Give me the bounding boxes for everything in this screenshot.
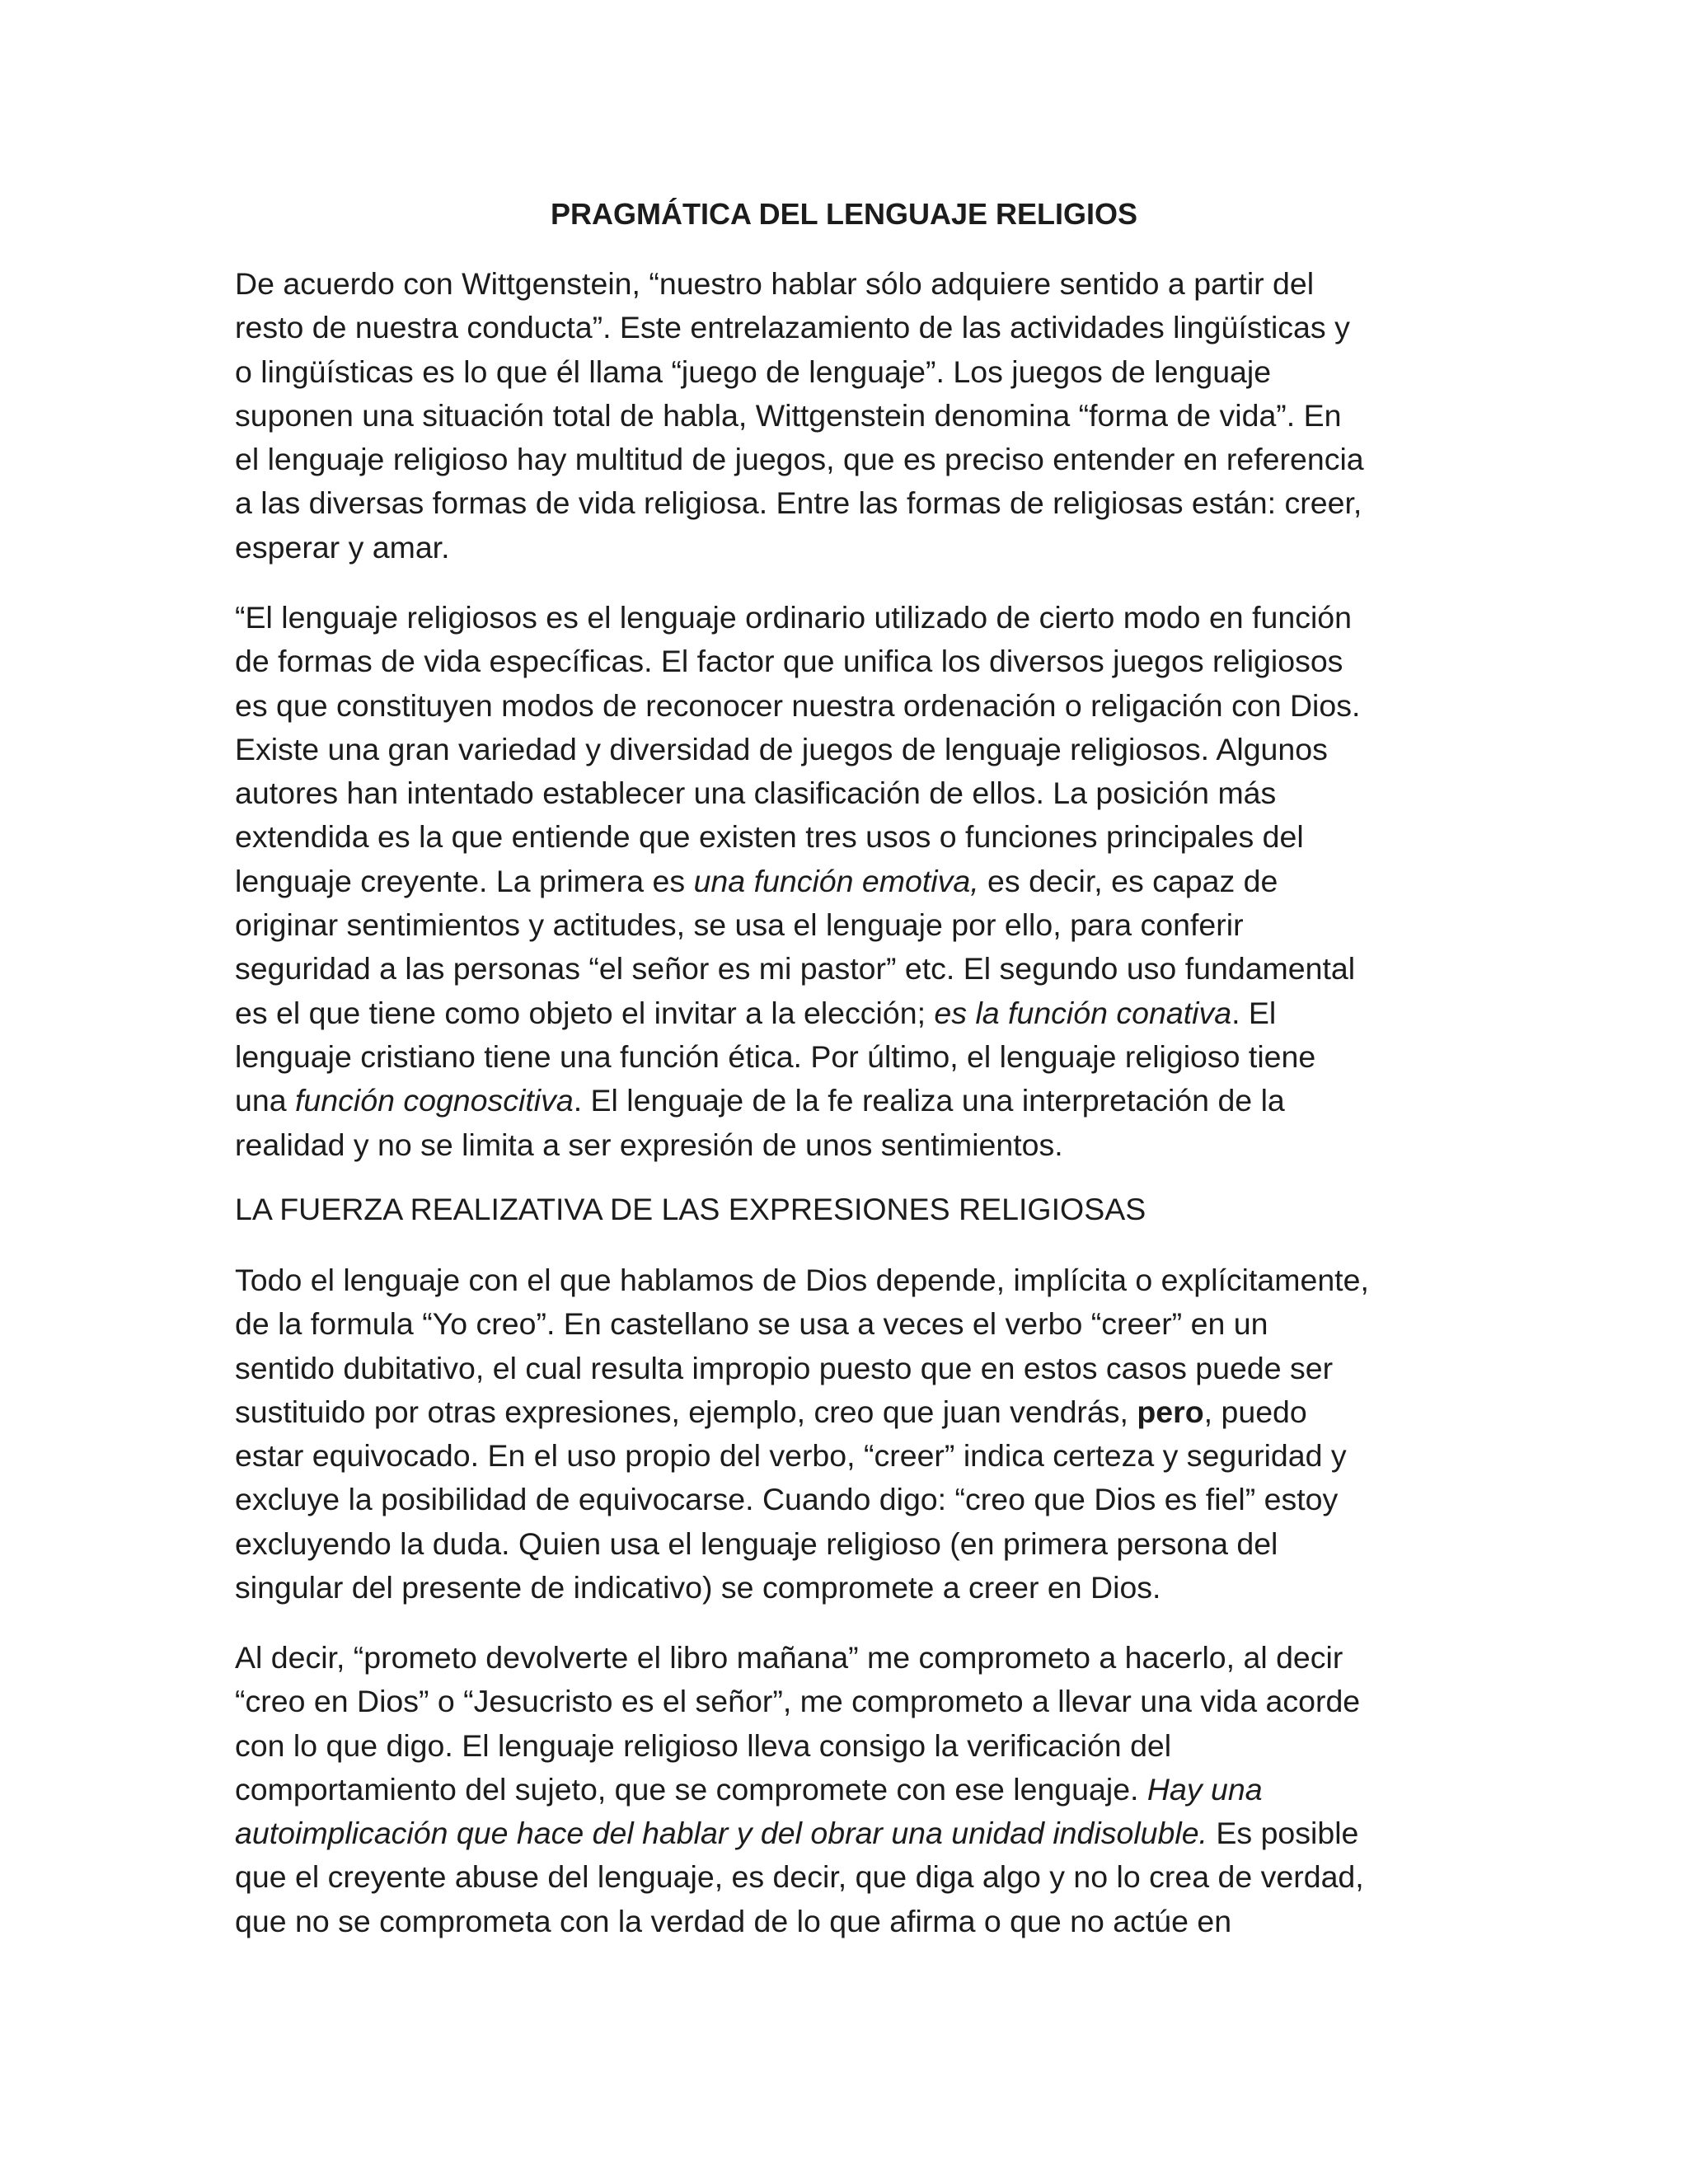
- text-line: Todo el lenguaje con el que hablamos de Dios depende, implícita o explícitamente,: [235, 1263, 1369, 1297]
- text-line: excluyendo la duda. Quien usa el lenguaje religioso (en primera persona del: [235, 1526, 1278, 1561]
- text-run: lenguaje creyente. La primera es: [235, 863, 694, 898]
- text-line: excluye la posibilidad de equivocarse. Cuando digo: “creo que Dios es fiel” estoy: [235, 1482, 1339, 1517]
- emphasis-emotive-function: una función emotiva,: [693, 863, 979, 898]
- text-line: [235, 1390, 1471, 1434]
- emphasis-cognitive-function: función cognoscitiva: [295, 1083, 574, 1118]
- text-run: comportamiento del sujeto, que se compromete con ese lenguaje.: [235, 1771, 1147, 1807]
- text-line: de formas de vida específicas. El factor que unifica los diversos juegos religiosos: [235, 644, 1343, 679]
- text-line: “creo en Dios” o “Jesucristo es el señor”, me comprometo a llevar una vida acorde: [235, 1684, 1361, 1719]
- text-line: el lenguaje religioso hay multitud de juegos, que es preciso entender en referencia: [235, 442, 1364, 477]
- text-run: es el que tiene como objeto el invitar a la elección;: [235, 995, 935, 1030]
- paragraph-1: [235, 262, 1471, 569]
- emphasis-conative-function: es la función conativa: [934, 995, 1232, 1030]
- text-line: autores han intentado establecer una clasificación de ellos. La posición más: [235, 776, 1277, 811]
- text-run: . El lenguaje de la fe realiza una interpretación de la: [573, 1083, 1285, 1118]
- text-line: [235, 1811, 1471, 1855]
- text-line: extendida es la que entiende que existen tres usos o funciones principales del: [235, 819, 1304, 855]
- text-run: . El: [1231, 995, 1277, 1030]
- section-heading: [235, 1188, 1471, 1231]
- text-line: sentido dubitativo, el cual resulta impropio puesto que en estos casos puede ser: [235, 1350, 1334, 1385]
- paragraph-3: [235, 1258, 1471, 1610]
- text-line: o lingüísticas es lo que él llama “juego de lenguaje”. Los juegos de lenguaje: [235, 354, 1272, 389]
- text-line: suponen una situación total de habla, Wittgenstein denomina “forma de vida”. En: [235, 397, 1342, 433]
- text-run: sustituido por otras expresiones, ejemplo, creo que juan vendrás,: [235, 1394, 1137, 1429]
- text-line: [235, 991, 1471, 1035]
- text-line: realidad y no se limita a ser expresión de unos sentimientos.: [235, 1127, 1063, 1162]
- text-line: originar sentimientos y actitudes, se usa el lenguaje por ello, para conferir: [235, 907, 1244, 943]
- text-run: es decir, es capaz de: [978, 863, 1278, 898]
- bold-word: pero: [1137, 1394, 1204, 1429]
- paragraph-2: [235, 596, 1471, 1167]
- text-line: esperar y amar.: [235, 529, 450, 565]
- text-line: De acuerdo con Wittgenstein, “nuestro hablar sólo adquiere sentido a partir del: [235, 266, 1315, 301]
- document-title: PRAGMÁTICA DEL LENGUAJE RELIGIOS: [550, 197, 1138, 231]
- text-line: singular del presente de indicativo) se compromete a creer en Dios.: [235, 1570, 1161, 1605]
- text-line: que el creyente abuse del lenguaje, es decir, que diga algo y no lo crea de verdad,: [235, 1859, 1364, 1895]
- text-line: a las diversas formas de vida religiosa. Entre las formas de religiosas están: creer,: [235, 485, 1362, 521]
- text-line: resto de nuestra conducta”. Este entrelazamiento de las actividades lingüísticas y: [235, 310, 1350, 345]
- text-line: lenguaje cristiano tiene una función ética. Por último, el lenguaje religioso tiene: [235, 1038, 1316, 1074]
- text-line: [235, 1079, 1471, 1122]
- text-line: Al decir, “prometo devolverte el libro mañana” me comprometo a hacerlo, al decir: [235, 1640, 1343, 1675]
- emphasis-text: autoimplicación que hace del hablar y del obrar una unidad indisoluble.: [235, 1816, 1207, 1851]
- text-line: con lo que digo. El lenguaje religioso lleva consigo la verificación del: [235, 1727, 1172, 1763]
- text-line: de la formula “Yo creo”. En castellano se usa a veces el verbo “creer” en un: [235, 1306, 1268, 1342]
- text-line: [235, 860, 1471, 903]
- text-line: es que constituyen modos de reconocer nuestra ordenación o religación con Dios.: [235, 687, 1361, 723]
- paragraph-4: [235, 1636, 1471, 1943]
- text-run: Es posible: [1207, 1816, 1359, 1851]
- text-line: estar equivocado. En el uso propio del verbo, “creer” indica certeza y seguridad y: [235, 1438, 1347, 1474]
- text-line: seguridad a las personas “el señor es mi pastor” etc. El segundo uso fundamental: [235, 951, 1356, 987]
- text-line: Existe una gran variedad y diversidad de juegos de lenguaje religiosos. Algunos: [235, 731, 1328, 766]
- text-line: que no se comprometa con la verdad de lo que afirma o que no actúe en: [235, 1903, 1232, 1938]
- text-line: [235, 1768, 1471, 1811]
- text-line: “El lenguaje religiosos es el lenguaje ordinario utilizado de cierto modo en función: [235, 600, 1352, 635]
- text-run: , puedo: [1203, 1394, 1307, 1429]
- emphasis-text: Hay una: [1146, 1771, 1263, 1807]
- section-heading-text: LA FUERZA REALIZATIVA DE LAS EXPRESIONES RELIGIOSAS: [235, 1192, 1146, 1226]
- text-run: una: [235, 1083, 295, 1118]
